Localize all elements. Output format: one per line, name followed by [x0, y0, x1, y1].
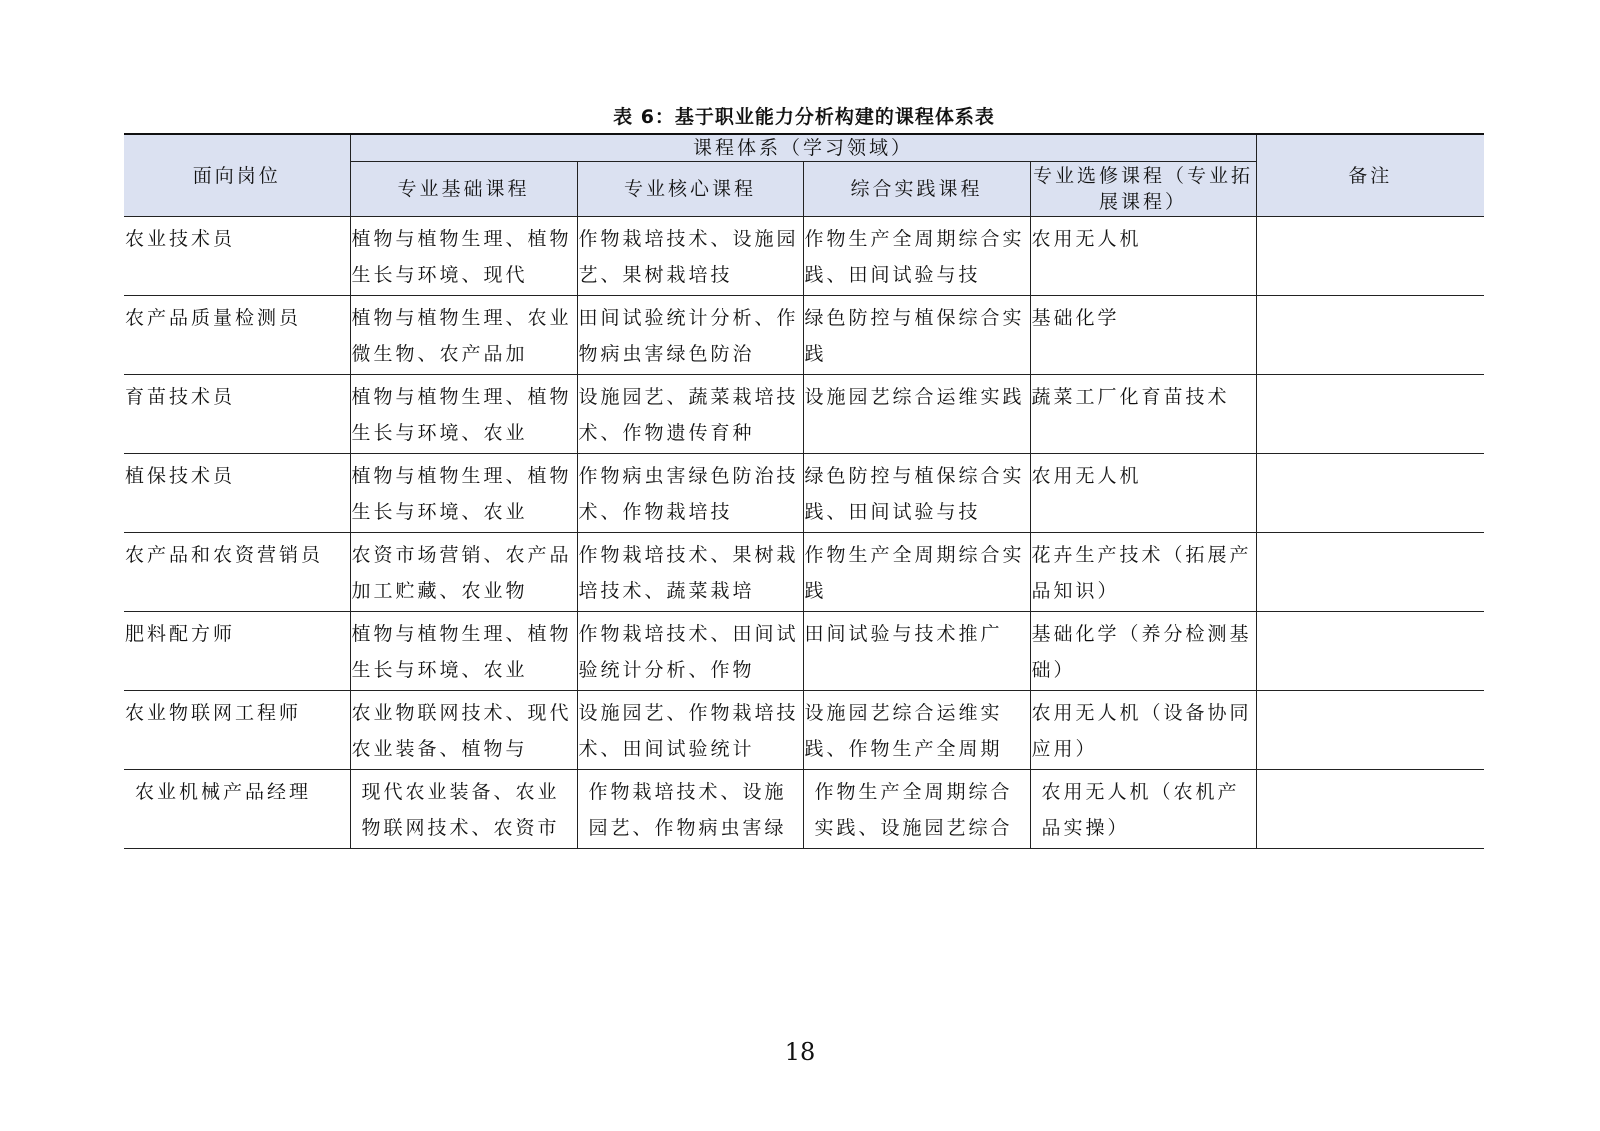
- cell-basic-courses: [350, 296, 577, 375]
- cell-core-courses: [577, 691, 803, 770]
- cell-core-courses-text: 作物病虫害绿色防治技术、作物栽培技: [578, 465, 799, 523]
- table-caption: 表 6：基于职业能力分析构建的课程体系表: [613, 106, 995, 128]
- table-row: [124, 375, 1484, 454]
- cell-note-text: [1257, 770, 1485, 848]
- cell-note: [1256, 296, 1484, 375]
- table-row: [124, 612, 1484, 691]
- cell-elective-courses: [1030, 454, 1256, 533]
- cell-elective-courses: [1030, 533, 1256, 612]
- cell-elective-courses: [1030, 691, 1256, 770]
- header-course-system: 课程体系（学习领域）: [350, 134, 1256, 162]
- curriculum-table: [124, 133, 1484, 849]
- cell-note-text: [1257, 296, 1485, 374]
- cell-core-courses-text: 设施园艺、作物栽培技术、田间试验统计: [578, 702, 799, 760]
- cell-post-text: 农产品质量检测员: [125, 307, 302, 329]
- cell-elective-courses-text: 农用无人机: [1031, 465, 1142, 487]
- cell-note-text: [1257, 217, 1485, 295]
- cell-elective-courses-text: 花卉生产技术（拓展产品知识）: [1031, 544, 1252, 602]
- cell-note: [1256, 217, 1484, 296]
- cell-practice-courses-text: 田间试验与技术推广: [804, 623, 1003, 645]
- cell-post: [124, 533, 350, 612]
- cell-basic-courses: [350, 533, 577, 612]
- cell-post: [124, 691, 350, 770]
- cell-elective-courses: [1030, 612, 1256, 691]
- cell-core-courses: [577, 217, 803, 296]
- cell-core-courses: [577, 612, 803, 691]
- table-row: [124, 533, 1484, 612]
- cell-core-courses: [577, 375, 803, 454]
- cell-elective-courses: [1030, 375, 1256, 454]
- table-row: [124, 454, 1484, 533]
- cell-note-text: [1257, 375, 1485, 453]
- cell-core-courses-text: 作物栽培技术、设施园艺、果树栽培技: [578, 228, 799, 286]
- cell-core-courses: [577, 454, 803, 533]
- cell-note-text: [1257, 454, 1485, 532]
- cell-post-text: 农业技术员: [125, 228, 236, 250]
- table-row: [124, 770, 1484, 849]
- cell-basic-courses-text: 植物与植物生理、农业微生物、农产品加: [351, 307, 572, 365]
- cell-post: [124, 770, 350, 849]
- cell-basic-courses: [350, 217, 577, 296]
- cell-core-courses-text: 田间试验统计分析、作物病虫害绿色防治: [578, 307, 799, 365]
- header-post: 面向岗位: [124, 134, 350, 217]
- cell-core-courses-text: 作物栽培技术、果树栽培技术、蔬菜栽培: [578, 544, 799, 602]
- cell-practice-courses: [803, 454, 1030, 533]
- cell-core-courses-text: 作物栽培技术、田间试验统计分析、作物: [578, 623, 799, 681]
- table-row: [124, 691, 1484, 770]
- cell-post: [124, 454, 350, 533]
- cell-post-text: 农业机械产品经理: [135, 781, 312, 803]
- cell-core-courses-text: 设施园艺、蔬菜栽培技术、作物遗传育种: [578, 386, 799, 444]
- header-practice-courses: 综合实践课程: [803, 162, 1030, 217]
- cell-basic-courses: [350, 612, 577, 691]
- cell-post: [124, 217, 350, 296]
- cell-post-text: 农产品和农资营销员: [125, 544, 324, 566]
- cell-practice-courses-text: 绿色防控与植保综合实践: [804, 307, 1025, 365]
- cell-basic-courses-text: 现代农业装备、农业物联网技术、农资市: [361, 781, 560, 839]
- cell-practice-courses: [803, 691, 1030, 770]
- header-note: 备注: [1256, 134, 1484, 217]
- cell-note: [1256, 454, 1484, 533]
- cell-practice-courses-text: 作物生产全周期综合实践: [804, 544, 1025, 602]
- cell-note: [1256, 770, 1484, 849]
- cell-practice-courses: [803, 375, 1030, 454]
- cell-post: [124, 296, 350, 375]
- cell-post-text: 农业物联网工程师: [125, 702, 302, 724]
- cell-basic-courses-text: 农资市场营销、农产品加工贮藏、农业物: [351, 544, 572, 602]
- cell-note: [1256, 375, 1484, 454]
- cell-practice-courses: [803, 612, 1030, 691]
- cell-note: [1256, 691, 1484, 770]
- cell-post-text: 育苗技术员: [125, 386, 236, 408]
- cell-note-text: [1257, 533, 1485, 611]
- cell-basic-courses: [350, 770, 577, 849]
- cell-practice-courses-text: 作物生产全周期综合实践、田间试验与技: [804, 228, 1025, 286]
- cell-practice-courses-text: 绿色防控与植保综合实践、田间试验与技: [804, 465, 1025, 523]
- cell-post-text: 肥料配方师: [125, 623, 236, 645]
- cell-post: [124, 375, 350, 454]
- cell-practice-courses: [803, 296, 1030, 375]
- cell-note-text: [1257, 691, 1485, 769]
- cell-post: [124, 612, 350, 691]
- cell-elective-courses-text: 农用无人机（农机产品实操）: [1041, 781, 1240, 839]
- header-elective-courses: 专业选修课程（专业拓展课程）: [1030, 162, 1256, 217]
- cell-elective-courses-text: 农用无人机: [1031, 228, 1142, 250]
- cell-basic-courses-text: 植物与植物生理、植物生长与环境、现代: [351, 228, 572, 286]
- cell-basic-courses-text: 植物与植物生理、植物生长与环境、农业: [351, 623, 572, 681]
- cell-core-courses: [577, 770, 803, 849]
- cell-core-courses-text: 作物栽培技术、设施园艺、作物病虫害绿: [588, 781, 787, 839]
- cell-basic-courses-text: 植物与植物生理、植物生长与环境、农业: [351, 465, 572, 523]
- cell-elective-courses-text: 基础化学（养分检测基础）: [1031, 623, 1252, 681]
- cell-elective-courses-text: 蔬菜工厂化育苗技术: [1031, 386, 1230, 408]
- cell-basic-courses: [350, 454, 577, 533]
- cell-note: [1256, 612, 1484, 691]
- table-row: [124, 296, 1484, 375]
- cell-basic-courses-text: 植物与植物生理、植物生长与环境、农业: [351, 386, 572, 444]
- cell-basic-courses: [350, 691, 577, 770]
- header-core-courses: 专业核心课程: [577, 162, 803, 217]
- page-number: 18: [784, 1038, 816, 1066]
- header-basic-courses: 专业基础课程: [350, 162, 577, 217]
- cell-elective-courses: [1030, 770, 1256, 849]
- cell-practice-courses-text: 设施园艺综合运维实践、作物生产全周期: [804, 702, 1003, 760]
- cell-practice-courses-text: 作物生产全周期综合实践、设施园艺综合: [814, 781, 1013, 839]
- cell-elective-courses: [1030, 217, 1256, 296]
- cell-basic-courses: [350, 375, 577, 454]
- cell-practice-courses: [803, 770, 1030, 849]
- table-row: [124, 217, 1484, 296]
- cell-elective-courses-text: 农用无人机（设备协同应用）: [1031, 702, 1252, 760]
- cell-post-text: 植保技术员: [125, 465, 236, 487]
- cell-elective-courses: [1030, 296, 1256, 375]
- cell-basic-courses-text: 农业物联网技术、现代农业装备、植物与: [351, 702, 572, 760]
- cell-practice-courses: [803, 533, 1030, 612]
- cell-core-courses: [577, 533, 803, 612]
- cell-practice-courses-text: 设施园艺综合运维实践: [804, 386, 1025, 408]
- cell-core-courses: [577, 296, 803, 375]
- cell-elective-courses-text: 基础化学: [1031, 307, 1120, 329]
- cell-practice-courses: [803, 217, 1030, 296]
- cell-note-text: [1257, 612, 1485, 690]
- cell-note: [1256, 533, 1484, 612]
